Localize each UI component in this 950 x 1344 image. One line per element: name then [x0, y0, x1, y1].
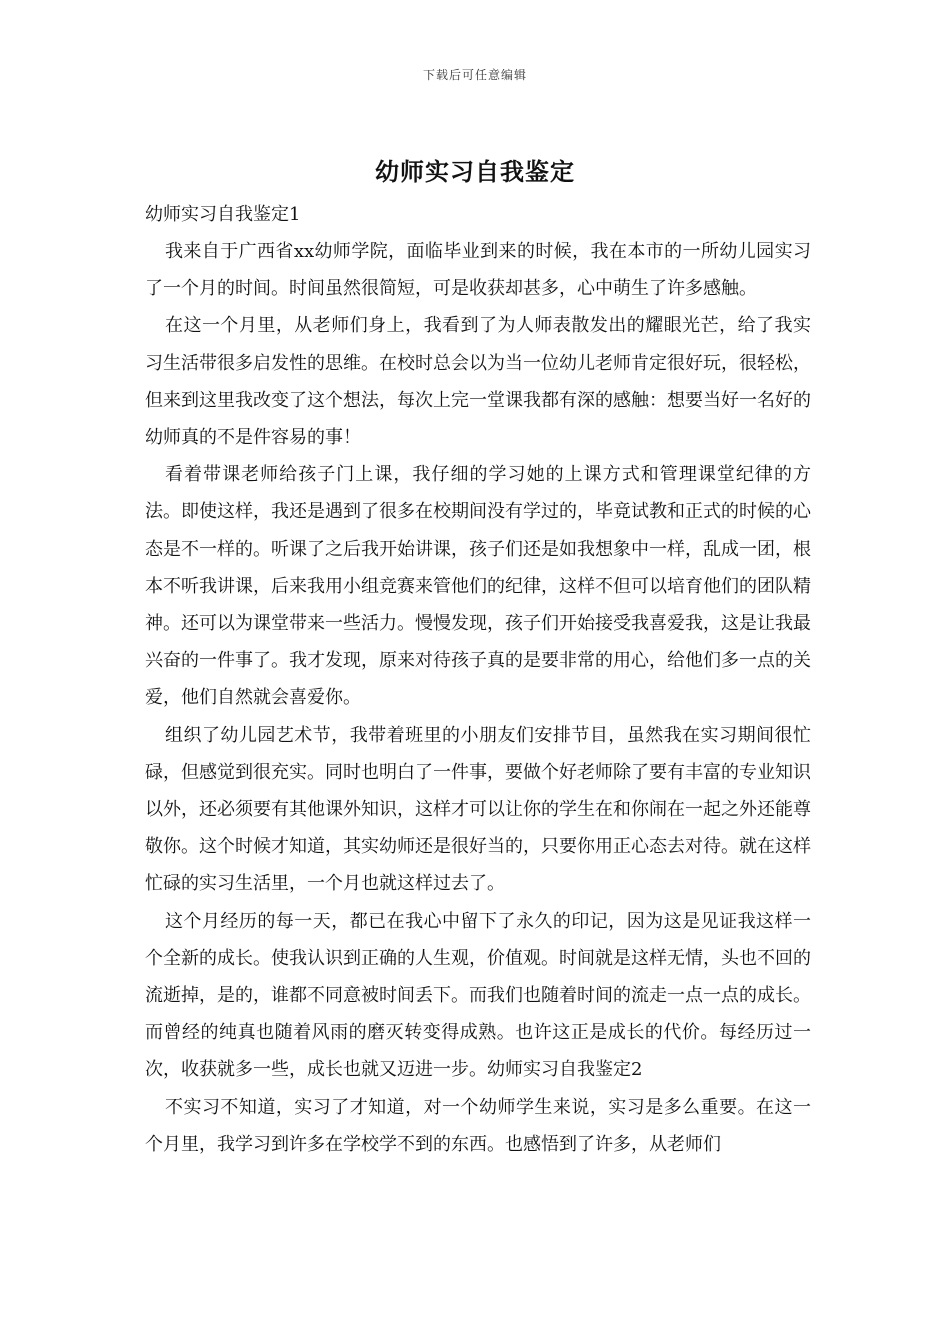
document-body — [145, 196, 811, 1163]
paragraph-3: 看着带课老师给孩子门上课，我仔细的学习她的上课方式和管理课堂纪律的方法。即使这样，我还是遇到了很多在校期间没有学过的，毕竟试教和正式的时候的心态是不一样的。听课了之后我开始讲课，孩子们还是如我想象中一样，乱成一团，根本不听我讲课，后来我用小组竞赛来管他们的纪律，这样不但可以培育他们的团队精神。还可以为课堂带来一些活力。慢慢发现，孩子们开始接受我喜爱我，这是让我最兴奋的一件事了。我才发现，原来对待孩子真的是要非常的用心，给他们多一点的关爱，他们自然就会喜爱你。 — [145, 464, 811, 709]
section-heading-1: 幼师实习自我鉴定1 — [145, 204, 301, 225]
paragraph-5: 这个月经历的每一天，都已在我心中留下了永久的印记，因为这是见证我这样一个全新的成长。使我认识到正确的人生观，价值观。时间就是这样无情，头也不回的流逝掉，是的，谁都不同意被时间丢下。而我们也随着时间的流走一点一点的成长。而曾经的纯真也随着风雨的磨灭转变得成熟。也许这正是成长的代价。每经历过一次，收获就多一些，成长也就又迈进一步。幼师实习自我鉴定2 — [145, 910, 811, 1081]
paragraph-2: 在这一个月里，从老师们身上，我看到了为人师表散发出的耀眼光芒，给了我实习生活带很多启发性的思维。在校时总会以为当一位幼儿老师肯定很好玩，很轻松，但来到这里我改变了这个想法，每次上完一堂课我都有深的感触：想要当好一名好的幼师真的不是件容易的事！ — [145, 315, 811, 449]
document-title: 幼师实习自我鉴定 — [375, 157, 575, 186]
paragraph-1: 我来自于广西省xx幼师学院，面临毕业到来的时候，我在本市的一所幼儿园实习了一个月的时间。时间虽然很简短，可是收获却甚多，心中萌生了许多感触。 — [145, 241, 811, 300]
header-note: 下载后可任意编辑 — [422, 68, 527, 82]
paragraph-6: 不实习不知道，实习了才知道，对一个幼师学生来说，实习是多么重要。在这一个月里，我学习到许多在学校学不到的东西。也感悟到了许多，从老师们 — [145, 1096, 811, 1155]
paragraph-4: 组织了幼儿园艺术节，我带着班里的小朋友们安排节目，虽然我在实习期间很忙碌，但感觉到很充实。同时也明白了一件事，要做个好老师除了要有丰富的专业知识以外，还必须要有其他课外知识，这样才可以让你的学生在和你闹在一起之外还能尊敬你。这个时候才知道，其实幼师还是很好当的，只要你用正心态去对待。就在这样忙碌的实习生活里，一个月也就这样过去了。 — [145, 724, 811, 895]
